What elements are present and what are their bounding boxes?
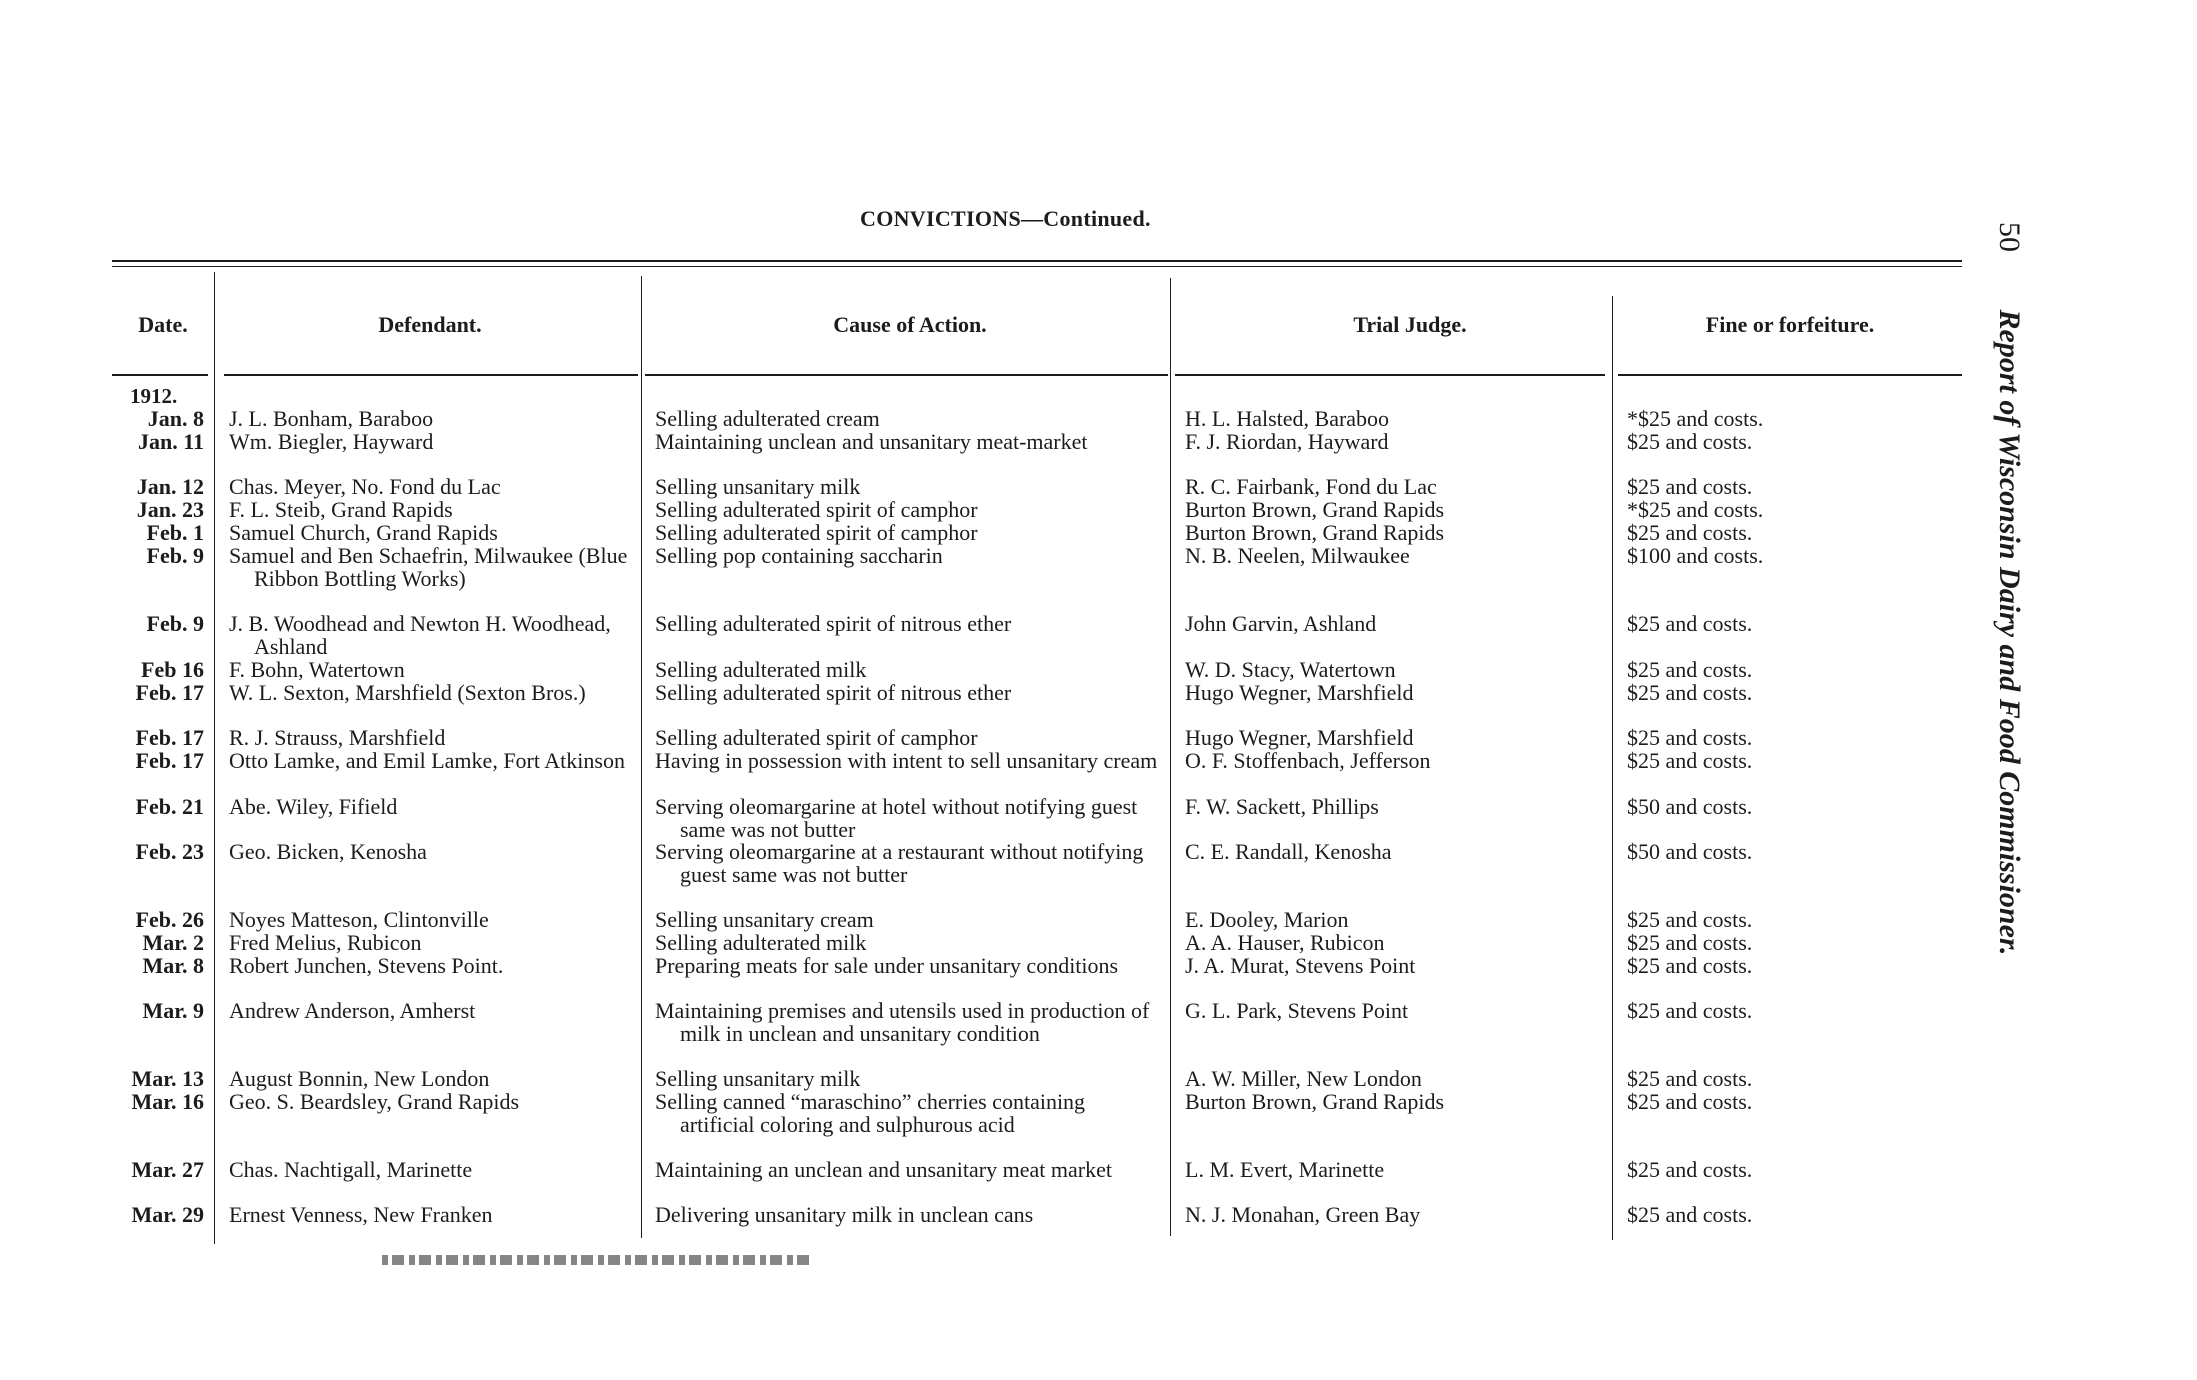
cause-cell	[655, 499, 1165, 522]
page-number: 50	[1993, 222, 2026, 252]
header-rule-judge	[1175, 374, 1605, 376]
column-divider	[1170, 278, 1171, 1236]
judge-cell-text: John Garvin, Ashland	[1185, 611, 1377, 636]
year-label: 1912.	[130, 384, 178, 408]
defendant-cell	[229, 1204, 634, 1227]
cause-cell	[655, 522, 1165, 545]
date-cell: Feb. 17	[135, 680, 204, 705]
header-rule-defendant	[224, 374, 638, 376]
defendant-cell	[229, 1000, 634, 1023]
date-cell: Mar. 9	[142, 998, 204, 1023]
fine-cell: $25 and costs.	[1627, 998, 1753, 1023]
cause-cell-text: Having in possession with intent to sell unsanitary cream	[655, 748, 1158, 773]
judge-cell-text: A. A. Hauser, Rubicon	[1185, 930, 1385, 955]
judge-cell	[1185, 408, 1605, 431]
defendant-cell-text: W. L. Sexton, Marshfield (Sexton Bros.)	[229, 680, 586, 705]
defendant-cell	[229, 841, 634, 864]
judge-cell-text: A. W. Miller, New London	[1185, 1066, 1422, 1091]
judge-cell-text: R. C. Fairbank, Fond du Lac	[1185, 474, 1437, 499]
judge-cell-text: W. D. Stacy, Watertown	[1185, 657, 1396, 682]
cause-cell-text: Maintaining premises and utensils used in production of milk in unclean and unsanitary condition	[655, 998, 1150, 1046]
date-cell: Jan. 23	[136, 497, 204, 522]
defendant-cell-text: J. B. Woodhead and Newton H. Woodhead, Ashland	[229, 611, 611, 659]
date-cell: Feb 16	[141, 657, 204, 682]
column-divider	[641, 276, 642, 1238]
judge-cell	[1185, 659, 1605, 682]
date-cell: Mar. 27	[131, 1157, 204, 1182]
defendant-cell-text: Chas. Meyer, No. Fond du Lac	[229, 474, 501, 499]
cause-cell	[655, 796, 1165, 841]
cause-cell	[655, 476, 1165, 499]
cause-cell-text: Serving oleomargarine at a restaurant without notifying guest same was not butter	[655, 839, 1144, 887]
cause-cell-text: Selling adulterated spirit of camphor	[655, 497, 978, 522]
cause-cell	[655, 841, 1165, 886]
defendant-cell	[229, 932, 634, 955]
cause-cell-text: Maintaining an unclean and unsanitary meat market	[655, 1157, 1112, 1182]
date-cell: Mar. 2	[142, 930, 204, 955]
cause-cell	[655, 932, 1165, 955]
date-cell: Mar. 16	[131, 1089, 204, 1114]
date-cell: Feb. 17	[135, 748, 204, 773]
date-cell: Feb. 9	[146, 543, 204, 568]
header-rule-date	[112, 374, 208, 376]
date-cell: Jan. 8	[147, 406, 204, 431]
judge-cell	[1185, 1159, 1605, 1182]
header-rule-cause	[645, 374, 1168, 376]
date-cell: Feb. 9	[146, 611, 204, 636]
fine-cell: $25 and costs.	[1627, 429, 1753, 454]
defendant-cell-text: August Bonnin, New London	[229, 1066, 490, 1091]
fine-cell: $25 and costs.	[1627, 907, 1753, 932]
fine-cell: $25 and costs.	[1627, 520, 1753, 545]
judge-cell	[1185, 613, 1605, 636]
judge-cell-text: L. M. Evert, Marinette	[1185, 1157, 1385, 1182]
fine-cell: $25 and costs.	[1627, 1066, 1753, 1091]
defendant-cell	[229, 476, 634, 499]
cause-cell	[655, 955, 1165, 978]
fine-cell: $25 and costs.	[1627, 930, 1753, 955]
cause-cell-text: Selling pop containing saccharin	[655, 543, 943, 568]
defendant-cell	[229, 408, 634, 431]
fine-cell: *$25 and costs.	[1627, 497, 1764, 522]
date-cell: Feb. 23	[135, 839, 204, 864]
cause-cell-text: Selling unsanitary milk	[655, 474, 861, 499]
cause-cell	[655, 659, 1165, 682]
date-cell: Feb. 1	[146, 520, 204, 545]
judge-cell-text: Burton Brown, Grand Rapids	[1185, 497, 1445, 522]
judge-cell-text: G. L. Park, Stevens Point	[1185, 998, 1409, 1023]
ink-smudge	[382, 1255, 812, 1265]
judge-cell-text: Burton Brown, Grand Rapids	[1185, 520, 1445, 545]
defendant-cell-text: Wm. Biegler, Hayward	[229, 429, 434, 454]
cause-cell	[655, 545, 1165, 568]
fine-cell: $25 and costs.	[1627, 611, 1753, 636]
fine-cell: $50 and costs.	[1627, 839, 1753, 864]
defendant-cell-text: Samuel Church, Grand Rapids	[229, 520, 498, 545]
cause-cell	[655, 909, 1165, 932]
judge-cell-text: F. W. Sackett, Phillips	[1185, 794, 1379, 819]
judge-cell	[1185, 499, 1605, 522]
defendant-cell	[229, 613, 634, 658]
judge-cell	[1185, 796, 1605, 819]
defendant-cell	[229, 522, 634, 545]
defendant-cell	[229, 499, 634, 522]
date-cell: Feb. 21	[135, 794, 204, 819]
judge-cell	[1185, 841, 1605, 864]
cause-cell	[655, 1068, 1165, 1091]
page-title: CONVICTIONS—Continued.	[860, 206, 1151, 231]
defendant-cell-text: F. L. Steib, Grand Rapids	[229, 497, 453, 522]
judge-cell-text: Hugo Wegner, Marshfield	[1185, 680, 1414, 705]
judge-cell-text: H. L. Halsted, Baraboo	[1185, 406, 1390, 431]
top-rule-thin	[112, 266, 1962, 267]
judge-cell-text: N. B. Neelen, Milwaukee	[1185, 543, 1410, 568]
defendant-cell-text: Geo. Bicken, Kenosha	[229, 839, 427, 864]
judge-cell	[1185, 682, 1605, 705]
cause-cell-text: Preparing meats for sale under unsanitary conditions	[655, 953, 1119, 978]
date-cell: Mar. 13	[131, 1066, 204, 1091]
cause-cell-text: Selling unsanitary cream	[655, 907, 874, 932]
defendant-cell	[229, 682, 634, 705]
defendant-cell-text: Samuel and Ben Schaefrin, Milwaukee (Blue Ribbon Bottling Works)	[229, 543, 628, 591]
fine-cell: $25 and costs.	[1627, 657, 1753, 682]
header-cause: Cause of Action.	[833, 312, 987, 337]
judge-cell	[1185, 909, 1605, 932]
judge-cell-text: C. E. Randall, Kenosha	[1185, 839, 1392, 864]
fine-cell: $25 and costs.	[1627, 680, 1753, 705]
cause-cell-text: Selling adulterated milk	[655, 657, 867, 682]
judge-cell-text: F. J. Riordan, Hayward	[1185, 429, 1389, 454]
header-defendant: Defendant.	[378, 312, 482, 337]
fine-cell: $25 and costs.	[1627, 1089, 1753, 1114]
defendant-cell	[229, 1159, 634, 1182]
judge-cell	[1185, 932, 1605, 955]
cause-cell	[655, 1204, 1165, 1227]
cause-cell-text: Selling adulterated milk	[655, 930, 867, 955]
judge-cell-text: E. Dooley, Marion	[1185, 907, 1349, 932]
cause-cell	[655, 1091, 1165, 1136]
judge-cell	[1185, 1068, 1605, 1091]
judge-cell	[1185, 727, 1605, 750]
judge-cell	[1185, 1091, 1605, 1114]
defendant-cell-text: Ernest Venness, New Franken	[229, 1202, 493, 1227]
cause-cell	[655, 1000, 1165, 1045]
cause-cell-text: Selling adulterated spirit of nitrous ether	[655, 680, 1012, 705]
fine-cell: $100 and costs.	[1627, 543, 1764, 568]
defendant-cell-text: Noyes Matteson, Clintonville	[229, 907, 489, 932]
cause-cell-text: Serving oleomargarine at hotel without notifying guest same was not butter	[655, 794, 1138, 842]
cause-cell	[655, 408, 1165, 431]
judge-cell	[1185, 1204, 1605, 1227]
fine-cell: $25 and costs.	[1627, 1202, 1753, 1227]
column-divider	[214, 272, 215, 1244]
defendant-cell	[229, 796, 634, 819]
cause-cell	[655, 1159, 1165, 1182]
fine-cell: $25 and costs.	[1627, 474, 1753, 499]
date-cell: Feb. 26	[135, 907, 204, 932]
defendant-cell-text: Abe. Wiley, Fifield	[229, 794, 398, 819]
date-cell: Mar. 29	[131, 1202, 204, 1227]
running-head-title: Report of Wisconsin Dairy and Food Commissioner.	[1993, 309, 2026, 956]
defendant-cell-text: R. J. Strauss, Marshfield	[229, 725, 446, 750]
defendant-cell	[229, 1068, 634, 1091]
header-date: Date.	[138, 312, 188, 337]
date-cell: Feb. 17	[135, 725, 204, 750]
column-divider	[1612, 296, 1613, 1240]
judge-cell	[1185, 955, 1605, 978]
header-fine: Fine or forfeiture.	[1705, 312, 1875, 337]
judge-cell-text: O. F. Stoffenbach, Jefferson	[1185, 748, 1431, 773]
defendant-cell-text: Fred Melius, Rubicon	[229, 930, 422, 955]
judge-cell	[1185, 522, 1605, 545]
fine-cell: $25 and costs.	[1627, 748, 1753, 773]
judge-cell-text: N. J. Monahan, Green Bay	[1185, 1202, 1421, 1227]
judge-cell-text: J. A. Murat, Stevens Point	[1185, 953, 1416, 978]
cause-cell	[655, 431, 1165, 454]
defendant-cell	[229, 431, 634, 454]
defendant-cell	[229, 750, 634, 773]
fine-cell: $25 and costs.	[1627, 953, 1753, 978]
judge-cell-text: Hugo Wegner, Marshfield	[1185, 725, 1414, 750]
fine-cell: $50 and costs.	[1627, 794, 1753, 819]
defendant-cell	[229, 1091, 634, 1114]
fine-cell: $25 and costs.	[1627, 1157, 1753, 1182]
cause-cell	[655, 613, 1165, 636]
cause-cell	[655, 727, 1165, 750]
date-cell: Jan. 12	[136, 474, 204, 499]
defendant-cell-text: J. L. Bonham, Baraboo	[229, 406, 434, 431]
cause-cell	[655, 682, 1165, 705]
cause-cell-text: Delivering unsanitary milk in unclean cans	[655, 1202, 1034, 1227]
defendant-cell-text: Chas. Nachtigall, Marinette	[229, 1157, 473, 1182]
defendant-cell-text: F. Bohn, Watertown	[229, 657, 405, 682]
defendant-cell-text: Otto Lamke, and Emil Lamke, Fort Atkinson	[229, 748, 625, 773]
date-cell: Jan. 11	[137, 429, 204, 454]
cause-cell-text: Selling adulterated spirit of nitrous ether	[655, 611, 1012, 636]
defendant-cell	[229, 727, 634, 750]
defendant-cell	[229, 955, 634, 978]
judge-cell-text: Burton Brown, Grand Rapids	[1185, 1089, 1445, 1114]
judge-cell	[1185, 431, 1605, 454]
header-rule-fine	[1618, 374, 1962, 376]
defendant-cell-text: Robert Junchen, Stevens Point.	[229, 953, 504, 978]
header-judge: Trial Judge.	[1353, 312, 1467, 337]
defendant-cell-text: Geo. S. Beardsley, Grand Rapids	[229, 1089, 520, 1114]
cause-cell-text: Selling unsanitary milk	[655, 1066, 861, 1091]
defendant-cell-text: Andrew Anderson, Amherst	[229, 998, 476, 1023]
cause-cell-text: Maintaining unclean and unsanitary meat-market	[655, 429, 1088, 454]
running-head	[1966, 222, 2026, 1202]
cause-cell-text: Selling canned “maraschino” cherries containing artificial coloring and sulphurous acid	[655, 1089, 1086, 1137]
judge-cell	[1185, 476, 1605, 499]
defendant-cell	[229, 659, 634, 682]
fine-cell: *$25 and costs.	[1627, 406, 1764, 431]
cause-cell	[655, 750, 1165, 773]
defendant-cell	[229, 545, 634, 590]
judge-cell	[1185, 750, 1605, 773]
cause-cell-text: Selling adulterated spirit of camphor	[655, 725, 978, 750]
top-rule	[112, 260, 1962, 262]
judge-cell	[1185, 1000, 1605, 1023]
date-cell: Mar. 8	[142, 953, 204, 978]
judge-cell	[1185, 545, 1605, 568]
cause-cell-text: Selling adulterated spirit of camphor	[655, 520, 978, 545]
defendant-cell	[229, 909, 634, 932]
fine-cell: $25 and costs.	[1627, 725, 1753, 750]
cause-cell-text: Selling adulterated cream	[655, 406, 880, 431]
